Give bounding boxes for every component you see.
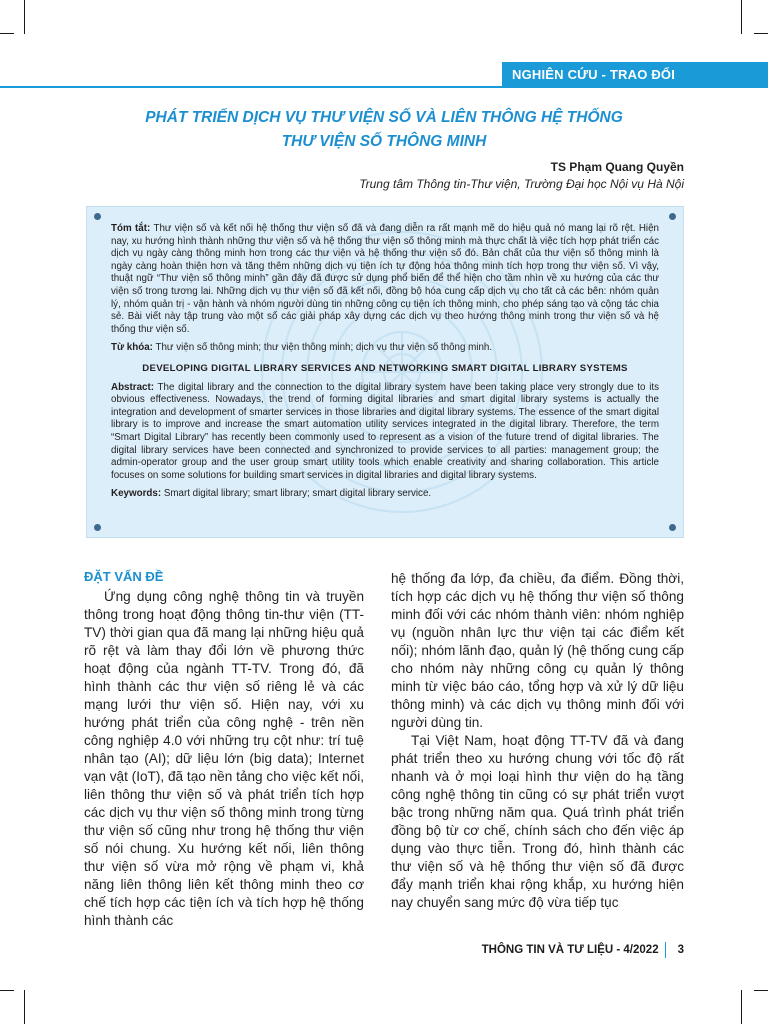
title-line-1: PHÁT TRIỂN DỊCH VỤ THƯ VIỆN SỐ VÀ LIÊN THÔNG HỆ THỐNG [145, 109, 623, 126]
body-paragraph: Ứng dụng công nghệ thông tin và truyền thông trong hoạt động thông tin-thư viện (TT-TV) thời gian qua đã mang lại những hiệu quả rõ rệt và làm thay đổi lớn về phương thức hoạt động của ngành TT-TV. Trong đó, đã hình thành các thư viện số riêng lẻ và các mạng lưới thư viện số. Hiện nay, với xu hướng phát triển của công nghệ - trên nền công nghiệp 4.0 với những trụ cột như: trí tuệ nhân tạo (AI); dữ liệu lớn (big data); Internet vạn vật (IoT), đã tạo nền tảng cho việc kết nối, liên thông thư viện số và phát triển tích hợp các dịch vụ thư viện số thông minh trong từng thư viện số cũng như trong hệ thống thư viện số nói chung. Xu hướng kết nối, liên thông thư viện số vừa mở rộng về phạm vi, khả năng liên thông liên kết thông minh theo cơ chế tích hợp các tiện ích và tích hợp hệ thống hình thành các [84, 589, 364, 928]
crop-mark [24, 0, 25, 34]
english-title: DEVELOPING DIGITAL LIBRARY SERVICES AND NETWORKING SMART DIGITAL LIBRARY SYSTEMS [142, 362, 628, 374]
journal-name: THÔNG TIN VÀ TƯ LIỆU - 4/2022 [481, 944, 659, 956]
body-paragraph: Tại Việt Nam, hoạt động TT-TV đã và đang phát triển theo xu hướng chung với tốc độ rất nhanh và ở mọi loại hình thư viện do hạ tầng công nghệ thông tin cũng có sự phát triển vượt bậc trong những năm qua. Quá trình phát triển đồng bộ từ cơ chế, chính sách cho đến việc áp dụng vào thực tiễn. Trong đó, hình thành các thư viện số và hệ thống thư viện số đã được đẩy mạnh triển khai rộng khắp, xu hướng hiện nay chuyển sang mức độ vừa tiếp tục [391, 733, 684, 910]
keywords-vi-label: Từ khóa: [111, 342, 153, 354]
crop-mark [741, 990, 742, 1024]
abstract-en [111, 382, 659, 483]
page-footer [482, 942, 684, 958]
abstract-en-text: The digital library and the connection to the digital library system have been taking place very strongly due to its obvious effectiveness. Nowadays, the trend of forming digital libraries and smart digital library systems is actually the integration and development of smarter services in those libraries and digital library systems. The essence of the smart digital library is to improve and increase the smart automation utility services integrated in the digital library. Therefore, the term “Smart Digital Library” has recently been commonly used to represent as a vision of the future trend of digital libraries. The digital library services have been connected and synchronized to provide services to all parties: management group; the admin-operator group and the user group smart utility tools which enable creativity and sharing collaboration. This article focuses on some solutions for building smart services in digital libraries and digital library systems. [111, 381, 659, 481]
abstract-vi-text: Thư viện số và kết nối hệ thống thư viện số đã và đang diễn ra rất mạnh mẽ do hiệu quả nó mang lại rõ rệt. Hiện nay, xu hướng hình thành những thư viện số và hệ thống thư viện số thông minh mà thực chất là việc tích hợp phát triển các dịch vụ ngày càng thông minh hơn trong các thư viện và hệ thống thư viện số đó. Bản chất của thư viện số thông minh là ngày càng hoàn thiện hơn và tăng thêm những dịch vụ tiện ích tự động hóa thông minh tích hợp trong thư viện số. Vì vậy, thuật ngữ “Thư viện số thông minh” gần đây đã được sử dụng phổ biến để thể hiện cho tầm nhìn về xu hướng của các thư viện số trong tương lai. Những dịch vụ thư viện số đã kết nối, đồng bộ hóa cung cấp dịch vụ cho tất cả các bên: nhóm quản lý, nhóm quản trị - vận hành và nhóm người dùng tin những công cụ tiện ích thông minh, cho phép sáng tạo và cộng tác chia sẻ. Bài viết này tập trung vào một số các giải pháp xây dựng các dịch vụ theo hướng thông minh trong thư viện số và hệ thống thư viện số. [111, 223, 660, 335]
body-column-right [391, 570, 684, 912]
crop-mark [754, 33, 768, 34]
abstract-en-label: Abstract: [111, 381, 155, 393]
abstract-box [86, 206, 684, 538]
author-name: TS Phạm Quang Quyền [550, 160, 684, 174]
crop-mark [754, 990, 768, 991]
crop-mark [0, 33, 14, 34]
corner-dot [669, 213, 676, 220]
crop-mark [24, 990, 25, 1024]
page-number: 3 [677, 944, 684, 956]
crop-mark [0, 990, 14, 991]
keywords-vi [111, 342, 659, 355]
abstract-vi [111, 223, 659, 336]
section-heading: ĐẶT VẤN ĐỀ [84, 569, 164, 584]
keywords-en-text: Smart digital library; smart library; smart digital library service. [161, 488, 432, 500]
abstract-content [111, 223, 659, 507]
keywords-vi-text: Thư viện số thông minh; thư viện thông minh; dịch vụ thư viện số thông minh. [152, 342, 493, 354]
abstract-vi-label: Tóm tắt: [111, 223, 151, 234]
keywords-en [111, 488, 659, 501]
article-title [100, 106, 668, 154]
body-column-left [84, 568, 364, 930]
body-paragraph: hệ thống đa lớp, đa chiều, đa điểm. Đồng thời, tích hợp các dịch vụ hệ thống thư viện số thông minh đối với các nhóm thành viên: nhóm nghiệp vụ (nguồn nhân lực thư viện tại các điểm kết nối); nhóm lãnh đạo, quản lý (hệ thống cung cấp cho nhóm này những công cụ quản lý thông minh từ việc báo cáo, tổng hợp và xử lý dữ liệu thông minh) và các dịch vụ thông minh đối với người dùng tin. [391, 571, 684, 730]
author-affiliation: Trung tâm Thông tin-Thư viện, Trường Đại học Nội vụ Hà Nội [359, 177, 684, 191]
keywords-en-label: Keywords: [111, 488, 162, 500]
section-label: NGHIÊN CỨU - TRAO ĐỔI [502, 62, 768, 88]
corner-dot [94, 213, 101, 220]
corner-dot [94, 524, 101, 531]
title-line-2: THƯ VIỆN SỐ THÔNG MINH [281, 133, 487, 150]
crop-mark [741, 0, 742, 34]
footer-divider [665, 942, 666, 958]
corner-dot [669, 524, 676, 531]
